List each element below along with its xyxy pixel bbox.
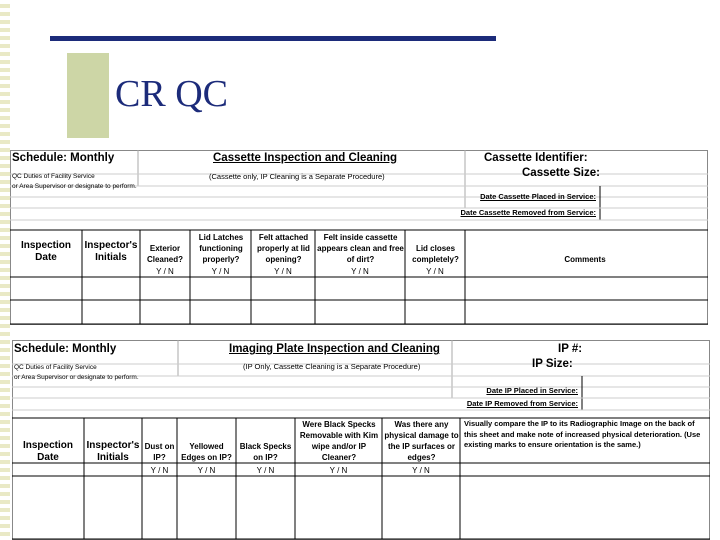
date-removed-label: Date Cassette Removed from Service: <box>460 208 596 217</box>
form-heading: Imaging Plate Inspection and Cleaning <box>229 343 440 355</box>
yes-no-marker: Y / N <box>211 267 230 276</box>
qc-supervisor-text: or Area Supervisor or designate to perform. <box>14 374 139 381</box>
yes-no-marker: Y / N <box>412 466 430 475</box>
ip-size-label: IP Size: <box>532 358 573 370</box>
column-header: Were Black Specks Removable with Kim wipe and/or IP Cleaner? <box>299 420 379 462</box>
column-header: Inspection Date <box>20 240 71 263</box>
title-rule <box>50 36 496 41</box>
column-header: Black Specks on IP? <box>239 442 292 462</box>
decorative-striped-strip <box>0 0 10 540</box>
column-header: Visually compare the IP to its Radiographic Image on the back of this sheet and make note of increased physical deterioration. (Use existing marks to ensure orientation is the same.) <box>464 419 701 449</box>
column-header: Dust on IP? <box>144 442 175 462</box>
date-placed-label: Date Cassette Placed in Service: <box>480 192 596 201</box>
schedule-label: Schedule: Monthly <box>14 343 117 355</box>
column-header: Felt inside cassette appears clean and free of dirt? <box>317 233 404 264</box>
yes-no-marker: Y / N <box>150 466 169 475</box>
column-header: Was there any physical damage to the IP surfaces or edges? <box>384 420 459 462</box>
schedule-label: Schedule: Monthly <box>12 152 115 164</box>
qc-supervisor-text: or Area Supervisor or designate to perform. <box>12 183 137 190</box>
column-header: Exterior Cleaned? <box>146 244 183 264</box>
qc-duties-text: QC Duties of Facility Service <box>14 364 97 371</box>
column-header: Inspection Date <box>22 440 73 463</box>
cassette-inspection-form <box>10 150 708 325</box>
yes-no-marker: Y / N <box>197 466 216 475</box>
yes-no-marker: Y / N <box>274 267 292 276</box>
column-header: Inspector's Initials <box>84 240 138 263</box>
yes-no-marker: Y / N <box>329 466 348 475</box>
column-header: Lid Latches functioning properly? <box>198 233 244 264</box>
cassette-size-label: Cassette Size: <box>522 167 600 179</box>
qc-duties-text: QC Duties of Facility Service <box>12 173 95 180</box>
cassette-identifier-label: Cassette Identifier: <box>484 152 588 164</box>
column-header: Felt attached properly at lid opening? <box>257 233 310 264</box>
form-heading: Cassette Inspection and Cleaning <box>213 152 398 164</box>
imaging-plate-inspection-form <box>12 340 710 540</box>
yes-no-marker: Y / N <box>156 267 174 276</box>
date-removed-label: Date IP Removed from Service: <box>466 399 578 408</box>
yes-no-marker: Y / N <box>351 267 369 276</box>
yes-no-marker: Y / N <box>426 267 444 276</box>
yes-no-marker: Y / N <box>256 466 275 475</box>
form-subheading: (IP Only, Cassette Cleaning is a Separate Procedure) <box>243 362 421 371</box>
date-placed-label: Date IP Placed in Service: <box>486 386 578 395</box>
decorative-green-block <box>67 53 109 138</box>
ip-number-label: IP #: <box>558 343 583 355</box>
column-header: Inspector's Initials <box>86 440 140 463</box>
column-header: Lid closes completely? <box>412 244 459 264</box>
slide-title: CR QC <box>115 73 228 115</box>
column-header: Comments <box>564 255 606 264</box>
column-header: Yellowed Edges on IP? <box>181 442 232 462</box>
form-subheading: (Cassette only, IP Cleaning is a Separate Procedure) <box>209 172 385 181</box>
